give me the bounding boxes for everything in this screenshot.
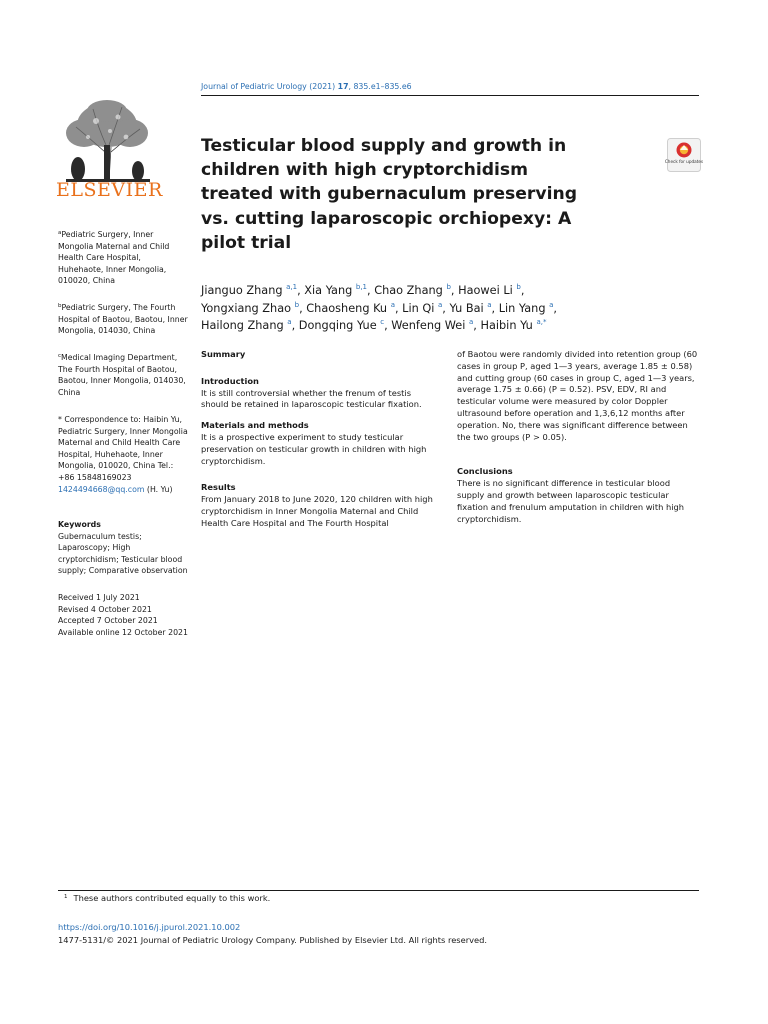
check-for-updates-label: Check for updates <box>664 159 704 164</box>
keywords-block <box>58 519 188 577</box>
elsevier-logo-text: ELSEVIER <box>56 179 163 201</box>
introduction-heading: Introduction <box>201 375 259 386</box>
summary-heading: Summary <box>201 349 246 359</box>
conclusions-text: There is no significant difference in testicular blood supply and growth between laparoscopic testicular fixation and frenulum amputation in children with high cryptorchidism. <box>457 478 685 524</box>
journal-citation[interactable] <box>201 82 412 91</box>
author-list: Jianguo Zhang $^{a,1}$, Xia Yang $^{b,1}$, Chao Zhang $^b$, Haowei Li $^b$, Yongxiang Zhao $^b$, Chaosheng Ku $^a$, Lin Qi $^a$, Yu Bai $^a$, Lin Yang $^a$, Hailong Zhang $^a$, Dongqing Yue $^c$, Wenfeng Wei $^a$, Haibin Yu $^{a,*}$ <box>201 283 557 333</box>
author: Jianguo Zhang $^{a,1}$ <box>201 283 298 297</box>
summary-column-1 <box>201 349 441 530</box>
author: Dongqing Yue $^c$ <box>298 318 385 333</box>
author: Lin Yang $^a$ <box>498 300 554 315</box>
footnote-rule <box>58 890 699 891</box>
keywords-text: Gubernaculum testis; Laparoscopy; High cryptorchidism; Testicular blood supply; Comparative observation <box>58 531 188 576</box>
copyright-line: 1477-5131/© 2021 Journal of Pediatric Urology Company. Published by Elsevier Ltd. All rights reserved. <box>58 935 488 945</box>
author: Lin Qi $^a$ <box>402 300 443 315</box>
elsevier-tree-icon <box>58 97 156 183</box>
results-heading: Results <box>201 482 236 493</box>
introduction-text: It is still controversial whether the frenum of testis should be retained in laparoscopic testicular fixation. <box>201 387 422 410</box>
journal-volume: 17 <box>337 82 349 91</box>
author: Wenfeng Wei $^a$ <box>391 318 474 333</box>
summary-column-2 <box>457 349 699 525</box>
affiliation-a: $^a$Pediatric Surgery, Inner Mongolia Maternal and Child Health Care Hospital, Huhehaote, Inner Mongolia, 010020, China <box>58 230 170 286</box>
email-link[interactable]: 1424494668@qq.com <box>58 484 145 494</box>
author: Yu Bai $^a$ <box>449 300 492 315</box>
correspondence: * Correspondence to: Haibin Yu, Pediatric Surgery, Inner Mongolia Maternal and Child Health Care Hospital, Huhehaote, Inner Mongolia, 010020, China Tel.: +86 15848169023 1424494668@qq.com (H. Yu) <box>58 415 188 494</box>
affiliation-c: $^c$Medical Imaging Department, The Fourth Hospital of Baotou, Baotou, Inner Mongolia, 014030, China <box>58 353 186 397</box>
author: Haowei Li $^b$ <box>458 283 521 297</box>
methods-heading: Materials and methods <box>201 420 309 431</box>
article-dates: Received 1 July 2021 Revised 4 October 2021 Accepted 7 October 2021 Available online 12 October 2021 <box>58 593 188 637</box>
article-title: Testicular blood supply and growth in children with high cryptorchidism treated with gubernaculum preserving vs. cutting laparoscopic orchiopexy: A pilot trial <box>201 136 578 253</box>
author: Hailong Zhang $^a$ <box>201 318 292 333</box>
methods-text: It is a prospective experiment to study testicular preservation on testicular growth in children with high cryptorchidism. <box>201 431 427 466</box>
check-for-updates-icon[interactable] <box>664 138 704 172</box>
journal-prefix: Journal of Pediatric Urology (2021) <box>201 82 336 91</box>
conclusions-heading: Conclusions <box>457 466 513 477</box>
affiliation-b: $^b$Pediatric Surgery, The Fourth Hospital of Baotou, Baotou, Inner Mongolia, 014030, China <box>58 303 188 336</box>
results-text-part1: From January 2018 to June 2020, 120 children with high cryptorchidism in Inner Mongolia Maternal and Child Health Care Hospital and The Fourth Hospital <box>201 494 433 528</box>
author: Haibin Yu $^{a,*}$ <box>480 318 547 333</box>
results-text-part2: of Baotou were randomly divided into retention group (60 cases in group P, aged 1—3 years, average 1.85 ± 0.58) and cutting group (60 cases in group C, aged 1—3 years, average 1.75 ± 0.66) (P = 0.52). PSV, EDV, RI and testicular volume were measured by color Doppler ultrasound before operation and 1,3,6,12 months after operation. No, there was significant difference between the two groups (P > 0.05). <box>457 349 698 442</box>
header-rule <box>201 95 699 96</box>
doi-link[interactable]: https://doi.org/10.1016/j.jpurol.2021.10.002 <box>58 922 241 932</box>
author: Chao Zhang $^b$ <box>374 283 451 297</box>
journal-pages: , 835.e1–835.e6 <box>348 82 412 91</box>
author: Yongxiang Zhao $^b$ <box>201 300 300 315</box>
footnote: $^1$ These authors contributed equally to this work. <box>64 893 271 903</box>
keywords-heading: Keywords <box>58 520 101 529</box>
author: Chaosheng Ku $^a$ <box>306 300 395 315</box>
author: Xia Yang $^{b,1}$ <box>304 283 368 297</box>
